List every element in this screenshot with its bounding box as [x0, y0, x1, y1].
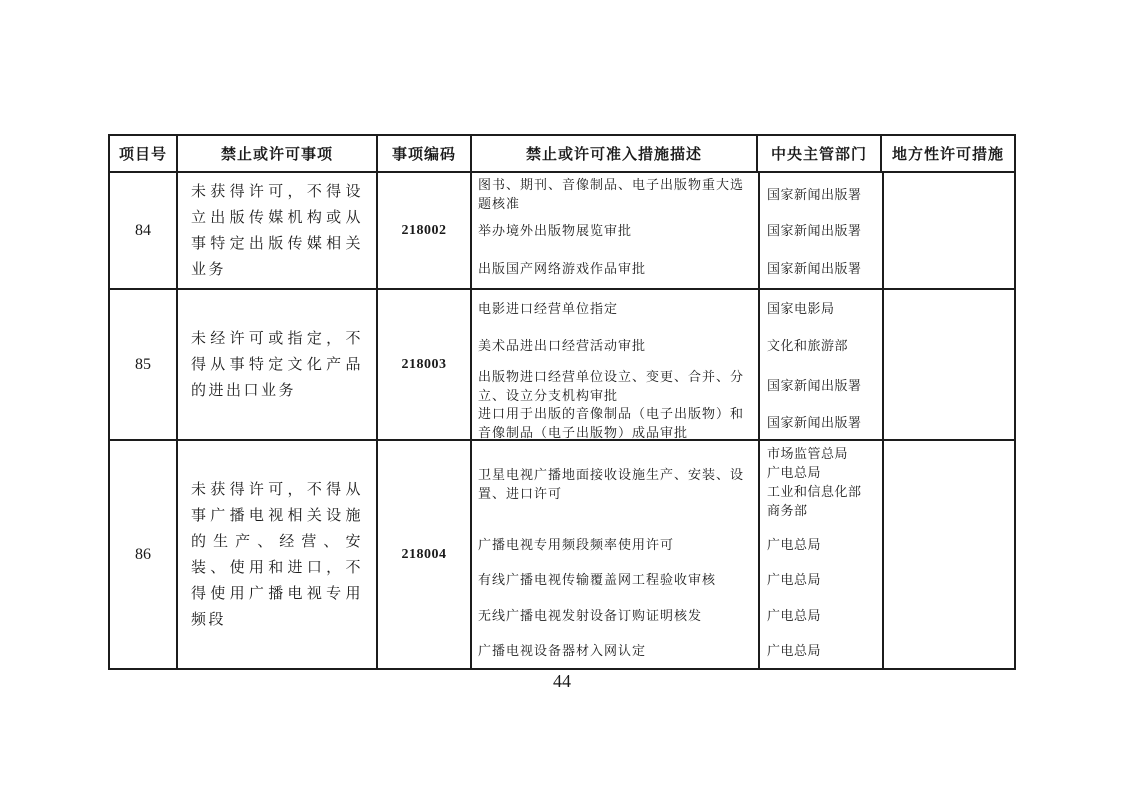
table-header-row: [110, 136, 1014, 173]
central-department-cell: [758, 211, 882, 249]
measure-row: [472, 527, 882, 562]
header-item-number: 项目号: [110, 136, 178, 171]
item-number: 86: [110, 441, 178, 668]
page-number: 44: [553, 671, 571, 691]
prohibited-matter-text: 未经许可或指定，不得从事特定文化产品的进出口业务: [178, 290, 378, 439]
central-department-cell: [758, 327, 882, 364]
department-name: 国家电影局: [767, 301, 835, 317]
department-name: 工业和信息化部: [767, 484, 862, 499]
matter-code: 218003: [378, 290, 472, 439]
measure-row: [472, 402, 882, 439]
local-measures-cell: [882, 441, 1014, 668]
department-name: 文化和旅游部: [767, 338, 849, 354]
prohibited-matter-text: 未获得许可，不得从事广播电视相关设施的生产、经营、安装、使用和进口，不得使用广播电视专用频段: [178, 441, 378, 668]
central-department-cell: [758, 402, 882, 439]
measure-row: [472, 211, 882, 249]
measure-description: 有线广播电视传输覆盖网工程验收审核: [478, 572, 717, 588]
department-name: 商务部: [767, 503, 808, 518]
department-name: 广电总局: [767, 465, 822, 480]
measure-row: [472, 290, 882, 327]
central-department-cell: [758, 527, 882, 562]
item-number: 84: [110, 173, 178, 288]
measure-description: 出版国产网络游戏作品审批: [478, 261, 647, 277]
header-measure-description: 禁止或许可准入措施描述: [472, 136, 758, 171]
measure-row: [472, 562, 882, 597]
header-central-department: 中央主管部门: [758, 136, 882, 171]
central-department-cell: [758, 562, 882, 597]
measure-row: [472, 441, 882, 527]
department-name: 广电总局: [767, 642, 822, 658]
department-name: 国家新闻出版署: [767, 186, 862, 202]
central-department-cell: [758, 290, 882, 327]
measure-description: 广播电视设备器材入网认定: [478, 642, 647, 658]
central-department-cell: [758, 365, 882, 402]
measure-description: 图书、期刊、音像制品、电子出版物重大选题核准: [478, 177, 745, 211]
measure-description: 电影进口经营单位指定: [478, 301, 619, 317]
header-matter-code: 事项编码: [378, 136, 472, 171]
department-name: 广电总局: [767, 572, 822, 588]
department-name: 国家新闻出版署: [767, 261, 862, 277]
measures-departments-cell: [472, 441, 882, 668]
department-name: 国家新闻出版署: [767, 415, 862, 431]
central-department-cell: [758, 250, 882, 288]
matter-code: 218004: [378, 441, 472, 668]
header-prohibited-or-licensed-matter: 禁止或许可事项: [178, 136, 378, 171]
header-local-measures: 地方性许可措施: [891, 147, 1004, 163]
central-department-cell: [758, 173, 882, 211]
measures-departments-cell: [472, 173, 882, 288]
local-measures-cell: [882, 173, 1014, 288]
matter-code: 218002: [378, 173, 472, 288]
department-name: 市场监管总局: [767, 446, 849, 461]
measure-description: 美术品进出口经营活动审批: [478, 338, 647, 354]
measure-description: 卫星电视广播地面接收设施生产、安装、设置、进口许可: [478, 467, 745, 501]
measure-description: 广播电视专用频段频率使用许可: [478, 537, 675, 553]
central-department-cell: [758, 598, 882, 633]
measure-description: 无线广播电视发射设备订购证明核发: [478, 607, 703, 623]
measure-row: [472, 633, 882, 668]
central-department-cell: [758, 441, 882, 527]
measure-description: 进口用于出版的音像制品（电子出版物）和音像制品（电子出版物）成品审批: [478, 405, 745, 439]
table-row: [110, 441, 1014, 668]
table-row: [110, 173, 1014, 290]
measure-description: 举办境外出版物展览审批: [478, 222, 633, 238]
item-number: 85: [110, 290, 178, 439]
central-department-cell: [758, 633, 882, 668]
measure-row: [472, 250, 882, 288]
measure-description: 出版物进口经营单位设立、变更、合并、分立、设立分支机构审批: [478, 368, 745, 402]
measure-row: [472, 365, 882, 402]
department-name: 广电总局: [767, 537, 822, 553]
table-row: [110, 290, 1014, 441]
department-name: 广电总局: [767, 607, 822, 623]
local-measures-cell: [882, 290, 1014, 439]
measure-row: [472, 327, 882, 364]
department-name: 国家新闻出版署: [767, 222, 862, 238]
measure-row: [472, 598, 882, 633]
department-name: 国家新闻出版署: [767, 378, 862, 393]
market-access-permit-table: [108, 134, 1016, 670]
measure-row: [472, 173, 882, 211]
prohibited-matter-text: 未获得许可，不得设立出版传媒机构或从事特定出版传媒相关业务: [178, 173, 378, 288]
measures-departments-cell: [472, 290, 882, 439]
